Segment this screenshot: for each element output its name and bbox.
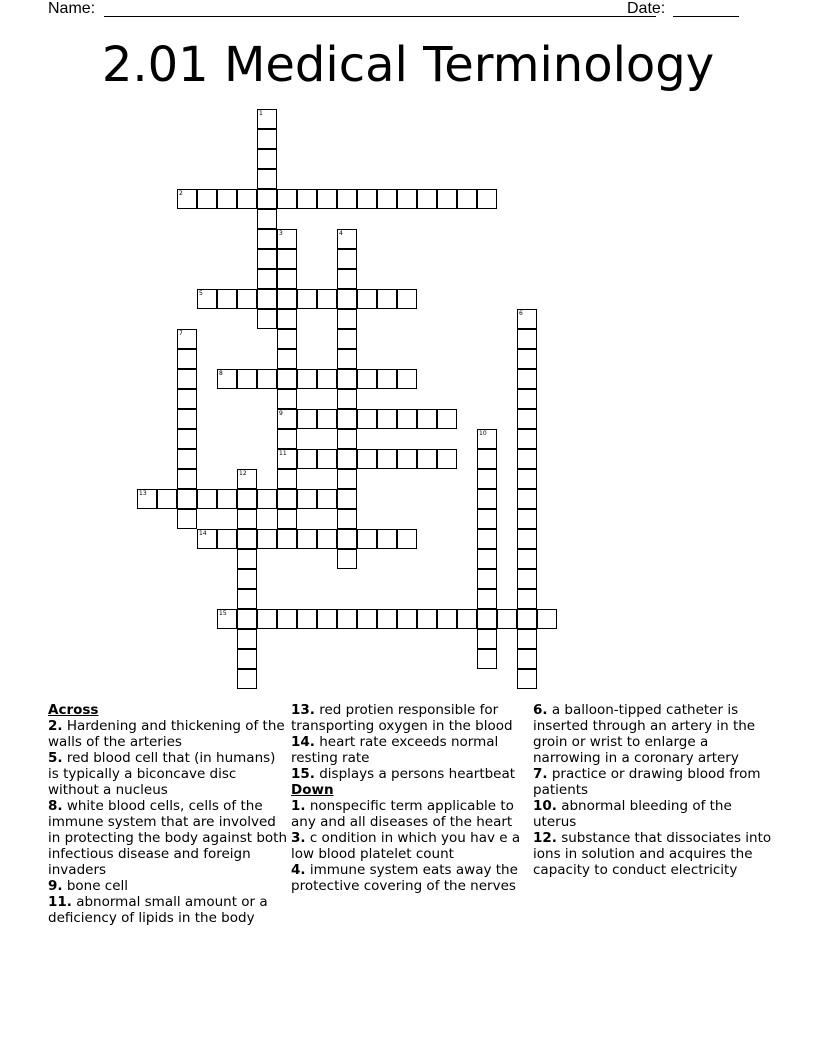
clue-number: 6 bbox=[519, 310, 523, 317]
crossword-cell[interactable] bbox=[277, 329, 297, 349]
crossword-cell[interactable] bbox=[517, 389, 537, 409]
crossword-cell[interactable] bbox=[277, 229, 297, 249]
clue-item bbox=[291, 734, 531, 766]
crossword-cell[interactable] bbox=[217, 189, 237, 209]
crossword-cell[interactable] bbox=[357, 189, 377, 209]
crossword-cell[interactable] bbox=[277, 609, 297, 629]
clue-number: 10 bbox=[479, 430, 487, 437]
crossword-cell[interactable] bbox=[377, 449, 397, 469]
crossword-cell[interactable] bbox=[377, 529, 397, 549]
page-title: 2.01 Medical Terminology bbox=[101, 37, 715, 93]
crossword-cell[interactable] bbox=[397, 529, 417, 549]
crossword-cell[interactable] bbox=[317, 529, 337, 549]
crossword-cell[interactable] bbox=[277, 189, 297, 209]
crossword-cell[interactable] bbox=[517, 489, 537, 509]
clue-text: Hardening and thickening of the walls of the arteries bbox=[48, 718, 285, 750]
clue-number: 4 bbox=[339, 230, 343, 237]
crossword-cell[interactable] bbox=[237, 289, 257, 309]
crossword-cell[interactable] bbox=[437, 409, 457, 429]
clue-item bbox=[291, 862, 531, 894]
clue-item bbox=[48, 878, 288, 894]
clue-text: c ondition in which you hav e a low blood platelet count bbox=[291, 830, 521, 862]
crossword-cell[interactable] bbox=[357, 409, 377, 429]
crossword-cell[interactable] bbox=[177, 469, 197, 489]
crossword-cell[interactable] bbox=[517, 469, 537, 489]
clue-number: 2 bbox=[179, 190, 183, 197]
crossword-cell[interactable] bbox=[397, 289, 417, 309]
clue-item bbox=[291, 766, 531, 782]
clue-item bbox=[533, 830, 773, 878]
clues-column-2 bbox=[291, 702, 531, 894]
clue-item bbox=[291, 702, 531, 734]
crossword-cell[interactable] bbox=[237, 529, 257, 549]
crossword-cell[interactable] bbox=[277, 509, 297, 529]
crossword-cell[interactable] bbox=[337, 529, 357, 549]
crossword-cell[interactable] bbox=[217, 289, 237, 309]
crossword-cell[interactable] bbox=[397, 409, 417, 429]
crossword-cell[interactable] bbox=[277, 529, 297, 549]
crossword-cell[interactable] bbox=[517, 509, 537, 529]
crossword-cell[interactable] bbox=[257, 149, 277, 169]
crossword-cell[interactable] bbox=[537, 609, 557, 629]
crossword-cell[interactable] bbox=[277, 269, 297, 289]
crossword-cell[interactable] bbox=[377, 609, 397, 629]
clue-text: bone cell bbox=[62, 878, 129, 894]
crossword-cell[interactable] bbox=[197, 189, 217, 209]
crossword-cell[interactable] bbox=[437, 609, 457, 629]
clue-item bbox=[48, 798, 288, 878]
crossword-cell[interactable] bbox=[337, 309, 357, 329]
clue-number: 8 bbox=[219, 370, 223, 377]
clue-text: nonspecific term applicable to any and all diseases of the heart bbox=[291, 798, 514, 830]
crossword-cell[interactable] bbox=[257, 309, 277, 329]
crossword-cell[interactable] bbox=[337, 369, 357, 389]
crossword-cell[interactable] bbox=[237, 509, 257, 529]
clue-number: 4. bbox=[291, 862, 306, 878]
crossword-cell[interactable] bbox=[377, 289, 397, 309]
crossword-cell[interactable] bbox=[297, 609, 317, 629]
crossword-cell[interactable] bbox=[517, 329, 537, 349]
clue-text: immune system eats away the protective covering of the nerves bbox=[291, 862, 518, 894]
crossword-cell[interactable] bbox=[517, 429, 537, 449]
clue-number: 6. bbox=[533, 702, 548, 718]
clue-number: 11 bbox=[279, 450, 287, 457]
clue-number: 5 bbox=[199, 290, 203, 297]
clue-number: 15 bbox=[219, 610, 227, 617]
across-clue-list-continued bbox=[291, 702, 531, 782]
crossword-cell[interactable] bbox=[517, 649, 537, 669]
crossword-cell[interactable] bbox=[277, 469, 297, 489]
crossword-cell[interactable] bbox=[297, 189, 317, 209]
crossword-cell[interactable] bbox=[357, 369, 377, 389]
crossword-cell[interactable] bbox=[177, 509, 197, 529]
clue-number: 5. bbox=[48, 750, 63, 766]
crossword-cell[interactable] bbox=[297, 409, 317, 429]
clue-number: 12. bbox=[533, 830, 557, 846]
crossword-cell[interactable] bbox=[477, 589, 497, 609]
crossword-cell[interactable] bbox=[437, 449, 457, 469]
crossword-cell[interactable] bbox=[517, 669, 537, 689]
crossword-cell[interactable] bbox=[277, 389, 297, 409]
crossword-cell[interactable] bbox=[477, 569, 497, 589]
crossword-cell[interactable] bbox=[517, 529, 537, 549]
crossword-cell[interactable] bbox=[297, 489, 317, 509]
crossword-cell[interactable] bbox=[457, 189, 477, 209]
crossword-cell[interactable] bbox=[477, 529, 497, 549]
crossword-cell[interactable] bbox=[477, 429, 497, 449]
clue-number: 3 bbox=[279, 230, 283, 237]
crossword-cell[interactable] bbox=[237, 669, 257, 689]
crossword-cell[interactable] bbox=[317, 369, 337, 389]
crossword-cell[interactable] bbox=[257, 489, 277, 509]
crossword-cell[interactable] bbox=[337, 249, 357, 269]
clue-number: 14. bbox=[291, 734, 315, 750]
clue-number: 12 bbox=[239, 470, 247, 477]
crossword-cell[interactable] bbox=[377, 369, 397, 389]
crossword-cell[interactable] bbox=[177, 429, 197, 449]
crossword-cell[interactable] bbox=[517, 309, 537, 329]
clue-text: white blood cells, cells of the immune system that are involved in protecting the body against both infectious disease and foreign invaders bbox=[48, 798, 288, 878]
clue-item bbox=[533, 702, 773, 766]
clue-text: heart rate exceeds normal resting rate bbox=[291, 734, 499, 766]
across-heading: Across bbox=[48, 702, 99, 718]
crossword-cell[interactable] bbox=[197, 529, 217, 549]
crossword-cell[interactable] bbox=[297, 369, 317, 389]
clue-item bbox=[533, 798, 773, 830]
clue-number: 1 bbox=[259, 110, 263, 117]
crossword-cell[interactable] bbox=[337, 429, 357, 449]
clue-text: red blood cell that (in humans) is typically a biconcave disc without a nucleus bbox=[48, 750, 276, 798]
crossword-cell[interactable] bbox=[277, 409, 297, 429]
clue-text: abnormal small amount or a deficiency of lipids in the body bbox=[48, 894, 268, 926]
clue-number: 2. bbox=[48, 718, 63, 734]
across-clue-list bbox=[48, 718, 288, 926]
crossword-cell[interactable] bbox=[417, 189, 437, 209]
crossword-cell[interactable] bbox=[157, 489, 177, 509]
crossword-cell[interactable] bbox=[257, 529, 277, 549]
clue-number: 11. bbox=[48, 894, 72, 910]
clue-number: 9. bbox=[48, 878, 63, 894]
clue-text: red protien responsible for transporting oxygen in the blood bbox=[291, 702, 513, 734]
crossword-cell[interactable] bbox=[337, 269, 357, 289]
crossword-cell[interactable] bbox=[317, 189, 337, 209]
crossword-cell[interactable] bbox=[277, 449, 297, 469]
crossword-cell[interactable] bbox=[477, 549, 497, 569]
crossword-cell[interactable] bbox=[477, 489, 497, 509]
crossword-cell[interactable] bbox=[317, 289, 337, 309]
crossword-cell[interactable] bbox=[317, 409, 337, 429]
crossword-cell[interactable] bbox=[317, 489, 337, 509]
crossword-cell[interactable] bbox=[257, 229, 277, 249]
crossword-cell[interactable] bbox=[257, 129, 277, 149]
crossword-cell[interactable] bbox=[337, 489, 357, 509]
down-clue-list-continued bbox=[533, 702, 773, 878]
down-heading: Down bbox=[291, 782, 334, 798]
crossword-cell[interactable] bbox=[517, 349, 537, 369]
crossword-cell[interactable] bbox=[517, 569, 537, 589]
crossword-cell[interactable] bbox=[397, 449, 417, 469]
crossword-cell[interactable] bbox=[337, 289, 357, 309]
crossword-cell[interactable] bbox=[517, 449, 537, 469]
crossword-cell[interactable] bbox=[177, 189, 197, 209]
crossword-cell[interactable] bbox=[337, 329, 357, 349]
crossword-cell[interactable] bbox=[177, 409, 197, 429]
crossword-cell[interactable] bbox=[297, 529, 317, 549]
crossword-cell[interactable] bbox=[397, 609, 417, 629]
crossword-cell[interactable] bbox=[477, 629, 497, 649]
clue-text: a balloon-tipped catheter is inserted through an artery in the groin or wrist to enlarge a narrowing in a coronary artery bbox=[533, 702, 756, 766]
clue-number: 14 bbox=[199, 530, 207, 537]
name-label: Name: bbox=[48, 0, 96, 17]
crossword-cell[interactable] bbox=[177, 329, 197, 349]
crossword-cell[interactable] bbox=[337, 409, 357, 429]
clues-column-3 bbox=[533, 702, 773, 878]
crossword-cell[interactable] bbox=[237, 469, 257, 489]
crossword-cell[interactable] bbox=[497, 609, 517, 629]
crossword-cell[interactable] bbox=[217, 529, 237, 549]
crossword-cell[interactable] bbox=[397, 189, 417, 209]
crossword-cell[interactable] bbox=[477, 189, 497, 209]
clue-number: 8. bbox=[48, 798, 63, 814]
crossword-cell[interactable] bbox=[337, 549, 357, 569]
clue-text: abnormal bleeding of the uterus bbox=[533, 798, 732, 830]
crossword-cell[interactable] bbox=[337, 509, 357, 529]
crossword-cell[interactable] bbox=[517, 609, 537, 629]
down-clue-list bbox=[291, 798, 531, 894]
clue-item bbox=[533, 766, 773, 798]
crossword-cell[interactable] bbox=[337, 389, 357, 409]
crossword-cell[interactable] bbox=[337, 189, 357, 209]
crossword-cell[interactable] bbox=[237, 369, 257, 389]
crossword-cell[interactable] bbox=[457, 609, 477, 629]
crossword-cell[interactable] bbox=[337, 449, 357, 469]
clue-number: 3. bbox=[291, 830, 306, 846]
crossword-cell[interactable] bbox=[177, 449, 197, 469]
clues-column-1 bbox=[48, 702, 288, 926]
crossword-cell[interactable] bbox=[397, 369, 417, 389]
date-label: Date: bbox=[627, 0, 666, 17]
clue-item bbox=[291, 830, 531, 862]
crossword-cell[interactable] bbox=[437, 189, 457, 209]
clue-number: 13. bbox=[291, 702, 315, 718]
clue-number: 10. bbox=[533, 798, 557, 814]
crossword-cell[interactable] bbox=[137, 489, 157, 509]
crossword-cell[interactable] bbox=[257, 209, 277, 229]
crossword-cell[interactable] bbox=[257, 289, 277, 309]
crossword-cell[interactable] bbox=[477, 469, 497, 489]
crossword-cell[interactable] bbox=[237, 489, 257, 509]
crossword-cell[interactable] bbox=[237, 549, 257, 569]
crossword-cell[interactable] bbox=[237, 569, 257, 589]
crossword-cell[interactable] bbox=[277, 349, 297, 369]
crossword-cell[interactable] bbox=[337, 609, 357, 629]
crossword-cell[interactable] bbox=[337, 229, 357, 249]
clue-text: displays a persons heartbeat bbox=[314, 766, 516, 782]
crossword-cell[interactable] bbox=[237, 589, 257, 609]
crossword-cell[interactable] bbox=[357, 609, 377, 629]
crossword-cell[interactable] bbox=[337, 469, 357, 489]
crossword-cell[interactable] bbox=[517, 369, 537, 389]
crossword-cell[interactable] bbox=[377, 189, 397, 209]
crossword-cell[interactable] bbox=[177, 369, 197, 389]
crossword-cell[interactable] bbox=[357, 289, 377, 309]
clue-item bbox=[48, 750, 288, 798]
crossword-cell[interactable] bbox=[517, 589, 537, 609]
crossword-cell[interactable] bbox=[257, 109, 277, 129]
crossword-cell[interactable] bbox=[277, 249, 297, 269]
crossword-cell[interactable] bbox=[217, 609, 237, 629]
crossword-cell[interactable] bbox=[257, 269, 277, 289]
crossword-cell[interactable] bbox=[197, 289, 217, 309]
crossword-cell[interactable] bbox=[277, 289, 297, 309]
crossword-cell[interactable] bbox=[477, 609, 497, 629]
crossword-cell[interactable] bbox=[317, 609, 337, 629]
crossword-cell[interactable] bbox=[177, 489, 197, 509]
crossword-cell[interactable] bbox=[237, 189, 257, 209]
crossword-cell[interactable] bbox=[277, 369, 297, 389]
crossword-cell[interactable] bbox=[217, 489, 237, 509]
crossword-cell[interactable] bbox=[417, 609, 437, 629]
crossword-cell[interactable] bbox=[357, 529, 377, 549]
crossword-cell[interactable] bbox=[217, 369, 237, 389]
crossword-cell[interactable] bbox=[297, 449, 317, 469]
crossword-cell[interactable] bbox=[177, 389, 197, 409]
crossword-cell[interactable] bbox=[477, 509, 497, 529]
crossword-cell[interactable] bbox=[297, 289, 317, 309]
crossword-cell[interactable] bbox=[277, 309, 297, 329]
clue-text: practice or drawing blood from patients bbox=[533, 766, 761, 798]
crossword-cell[interactable] bbox=[517, 409, 537, 429]
clue-item bbox=[291, 798, 531, 830]
crossword-cell[interactable] bbox=[237, 629, 257, 649]
clue-number: 7. bbox=[533, 766, 548, 782]
crossword-cell[interactable] bbox=[517, 549, 537, 569]
crossword-cell[interactable] bbox=[277, 489, 297, 509]
crossword-cell[interactable] bbox=[177, 349, 197, 369]
crossword-cell[interactable] bbox=[237, 609, 257, 629]
crossword-cell[interactable] bbox=[237, 649, 257, 669]
crossword-cell[interactable] bbox=[317, 449, 337, 469]
clue-number: 15. bbox=[291, 766, 315, 782]
crossword-cell[interactable] bbox=[197, 489, 217, 509]
crossword-cell[interactable] bbox=[477, 649, 497, 669]
clue-number: 9 bbox=[279, 410, 283, 417]
crossword-cell[interactable] bbox=[257, 369, 277, 389]
crossword-cell[interactable] bbox=[417, 449, 437, 469]
clue-item bbox=[48, 894, 288, 926]
clue-item bbox=[48, 718, 288, 750]
crossword-cell[interactable] bbox=[357, 449, 377, 469]
clue-number: 7 bbox=[179, 330, 183, 337]
crossword-cell[interactable] bbox=[377, 409, 397, 429]
crossword-cell[interactable] bbox=[517, 629, 537, 649]
crossword-cell[interactable] bbox=[257, 169, 277, 189]
crossword-cell[interactable] bbox=[337, 349, 357, 369]
clue-number: 1. bbox=[291, 798, 306, 814]
clue-text: substance that dissociates into ions in solution and acquires the capacity to conduct electricity bbox=[533, 830, 772, 878]
crossword-cell[interactable] bbox=[277, 429, 297, 449]
crossword-cell[interactable] bbox=[257, 609, 277, 629]
crossword-cell[interactable] bbox=[257, 249, 277, 269]
clue-number: 13 bbox=[139, 490, 147, 497]
crossword-cell[interactable] bbox=[257, 189, 277, 209]
crossword-cell[interactable] bbox=[417, 409, 437, 429]
crossword-cell[interactable] bbox=[477, 449, 497, 469]
